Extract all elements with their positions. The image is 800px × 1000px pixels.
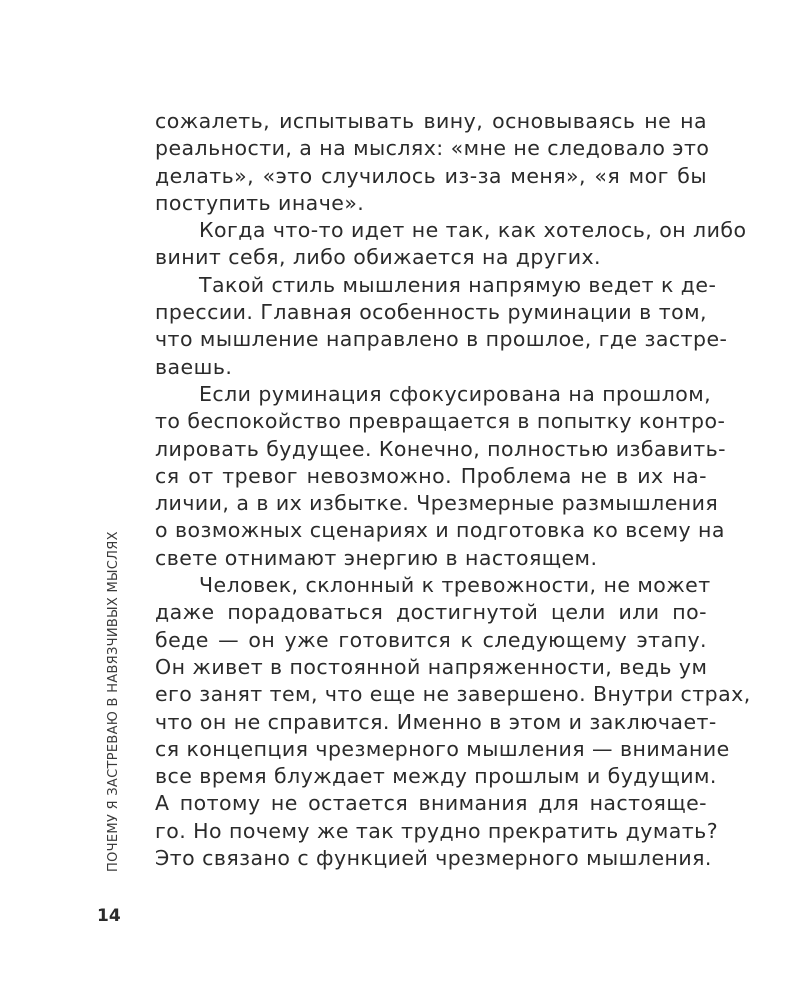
text-line: Если руминация сфокусирована на прошлом, [199, 381, 712, 406]
text-line: Человек, склонный к тревожности, не может [199, 573, 711, 598]
text-line: ваешь. [155, 354, 233, 379]
text-line: Он живет в постоянной напряженности, ведь ум [155, 654, 708, 679]
text-line: прессии. Главная особенность руминации в том, [155, 300, 707, 325]
running-head: ПОЧЕМУ Я ЗАСТРЕВАЮ В НАВЯЗЧИВЫХ МЫСЛЯХ [106, 531, 121, 872]
text-line: А потому не остается внимания для настояще- [155, 791, 707, 816]
text-line: свете отнимают энергию в настоящем. [155, 545, 598, 570]
body-text [155, 108, 751, 872]
text-line: лировать будущее. Конечно, полностью избавить- [155, 436, 727, 461]
text-line: то беспокойство превращается в попытку контро- [155, 409, 726, 434]
paragraph [155, 217, 747, 272]
text-line: все время блуждает между прошлым и будущим. [155, 764, 717, 789]
text-line: поступить иначе». [155, 190, 365, 215]
text-line: реальности, а на мыслях: «мне не следовало это [155, 136, 710, 161]
text-line: винит себя, либо обижается на других. [155, 245, 602, 270]
text-line: что мышление направлено в прошлое, где застре- [155, 327, 728, 352]
paragraph [155, 108, 710, 217]
text-line: го. Но почему же так трудно прекратить думать? [155, 818, 719, 843]
text-line: ся от тревог невозможно. Проблема не в их на- [155, 463, 707, 488]
paragraph [155, 572, 751, 872]
text-line: его занят тем, что еще не завершено. Внутри страх, [155, 682, 751, 707]
text-line: беде — он уже готовится к следующему этапу. [155, 627, 707, 652]
page-number: 14 [97, 906, 121, 926]
text-line: делать», «это случилось из-за меня», «я мог бы [155, 163, 707, 188]
text-line: о возможных сценариях и подготовка ко всему на [155, 518, 725, 543]
paragraph [155, 272, 728, 381]
text-line: Такой стиль мышления напрямую ведет к де- [199, 272, 717, 297]
text-line: даже порадоваться достигнутой цели или по- [155, 600, 707, 625]
text-line: сожалеть, испытывать вину, основываясь не на [155, 109, 707, 133]
text-line: ся концепция чрезмерного мышления — внимание [155, 736, 730, 761]
text-line: Это связано с функцией чрезмерного мышления. [155, 846, 712, 871]
text-line: личии, а в их избытке. Чрезмерные размышления [155, 491, 719, 516]
text-line: что он не справится. Именно в этом и заключает- [155, 709, 717, 734]
text-line: Когда что-то идет не так, как хотелось, он либо [199, 218, 747, 243]
paragraph [155, 381, 727, 572]
